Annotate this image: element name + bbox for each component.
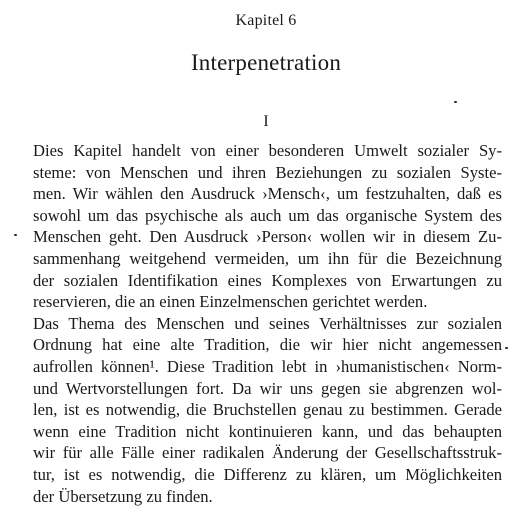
text-line: tur, ist es notwendig, die Differenz zu klären, um Möglichkeiten: [33, 464, 502, 484]
text-line: aufrollen können¹. Diese Tradition lebt in ›humanistischen‹ Norm-: [33, 356, 502, 376]
chapter-title: Interpenetration: [190, 50, 342, 75]
text-line: len, ist es notwendig, die Bruchstellen genau zu bestimmen. Gerade: [33, 400, 502, 420]
text-line: men. Wir wählen den Ausdruck ›Mensch‹, um festzuhalten, daß es: [33, 184, 502, 204]
text-line: wir für alle Fälle einer radikalen Änderung der Gesellschaftsstruk-: [33, 443, 502, 463]
text-line: sowohl um das psychische als auch um das organische System des: [33, 205, 502, 225]
text-line: der Übersetzung zu finden.: [33, 486, 213, 506]
text-line: der sozialen Identifikation eines Komplexes von Erwartungen zu: [33, 270, 502, 290]
text-line: Das Thema des Menschen und seines Verhältnisses zur sozialen: [33, 313, 502, 333]
chapter-label: Kapitel 6: [235, 12, 297, 29]
text-line: und Wertvorstellungen fort. Da wir uns gegen sie abgrenzen wol-: [33, 378, 502, 398]
text-line: Menschen geht. Den Ausdruck ›Person‹ wollen wir in diesem Zu-: [33, 227, 502, 247]
paragraph-1: [33, 140, 502, 313]
text-line: steme: von Menschen und ihren Beziehungen zu sozialen Syste-: [33, 162, 502, 182]
text-line: Ordnung hat eine alte Tradition, die wir hier nicht angemessen: [33, 335, 502, 355]
body-text: [33, 140, 502, 507]
section-numeral: I: [263, 113, 269, 130]
text-line: wenn eine Tradition nicht kontinuieren kann, und das behaupten: [33, 421, 502, 441]
scan-speck: [454, 101, 457, 103]
scan-speck: [505, 347, 508, 349]
text-line: Dies Kapitel handelt von einer besonderen Umwelt sozialer Sy-: [33, 141, 502, 160]
paragraph-2: [33, 313, 502, 507]
scan-speck: [14, 234, 17, 236]
text-line: reservieren, die an einen Einzelmenschen gerichtet werden.: [33, 292, 428, 312]
text-line: sammenhang weitgehend vermeiden, um ihn für die Bezeichnung: [33, 248, 502, 268]
